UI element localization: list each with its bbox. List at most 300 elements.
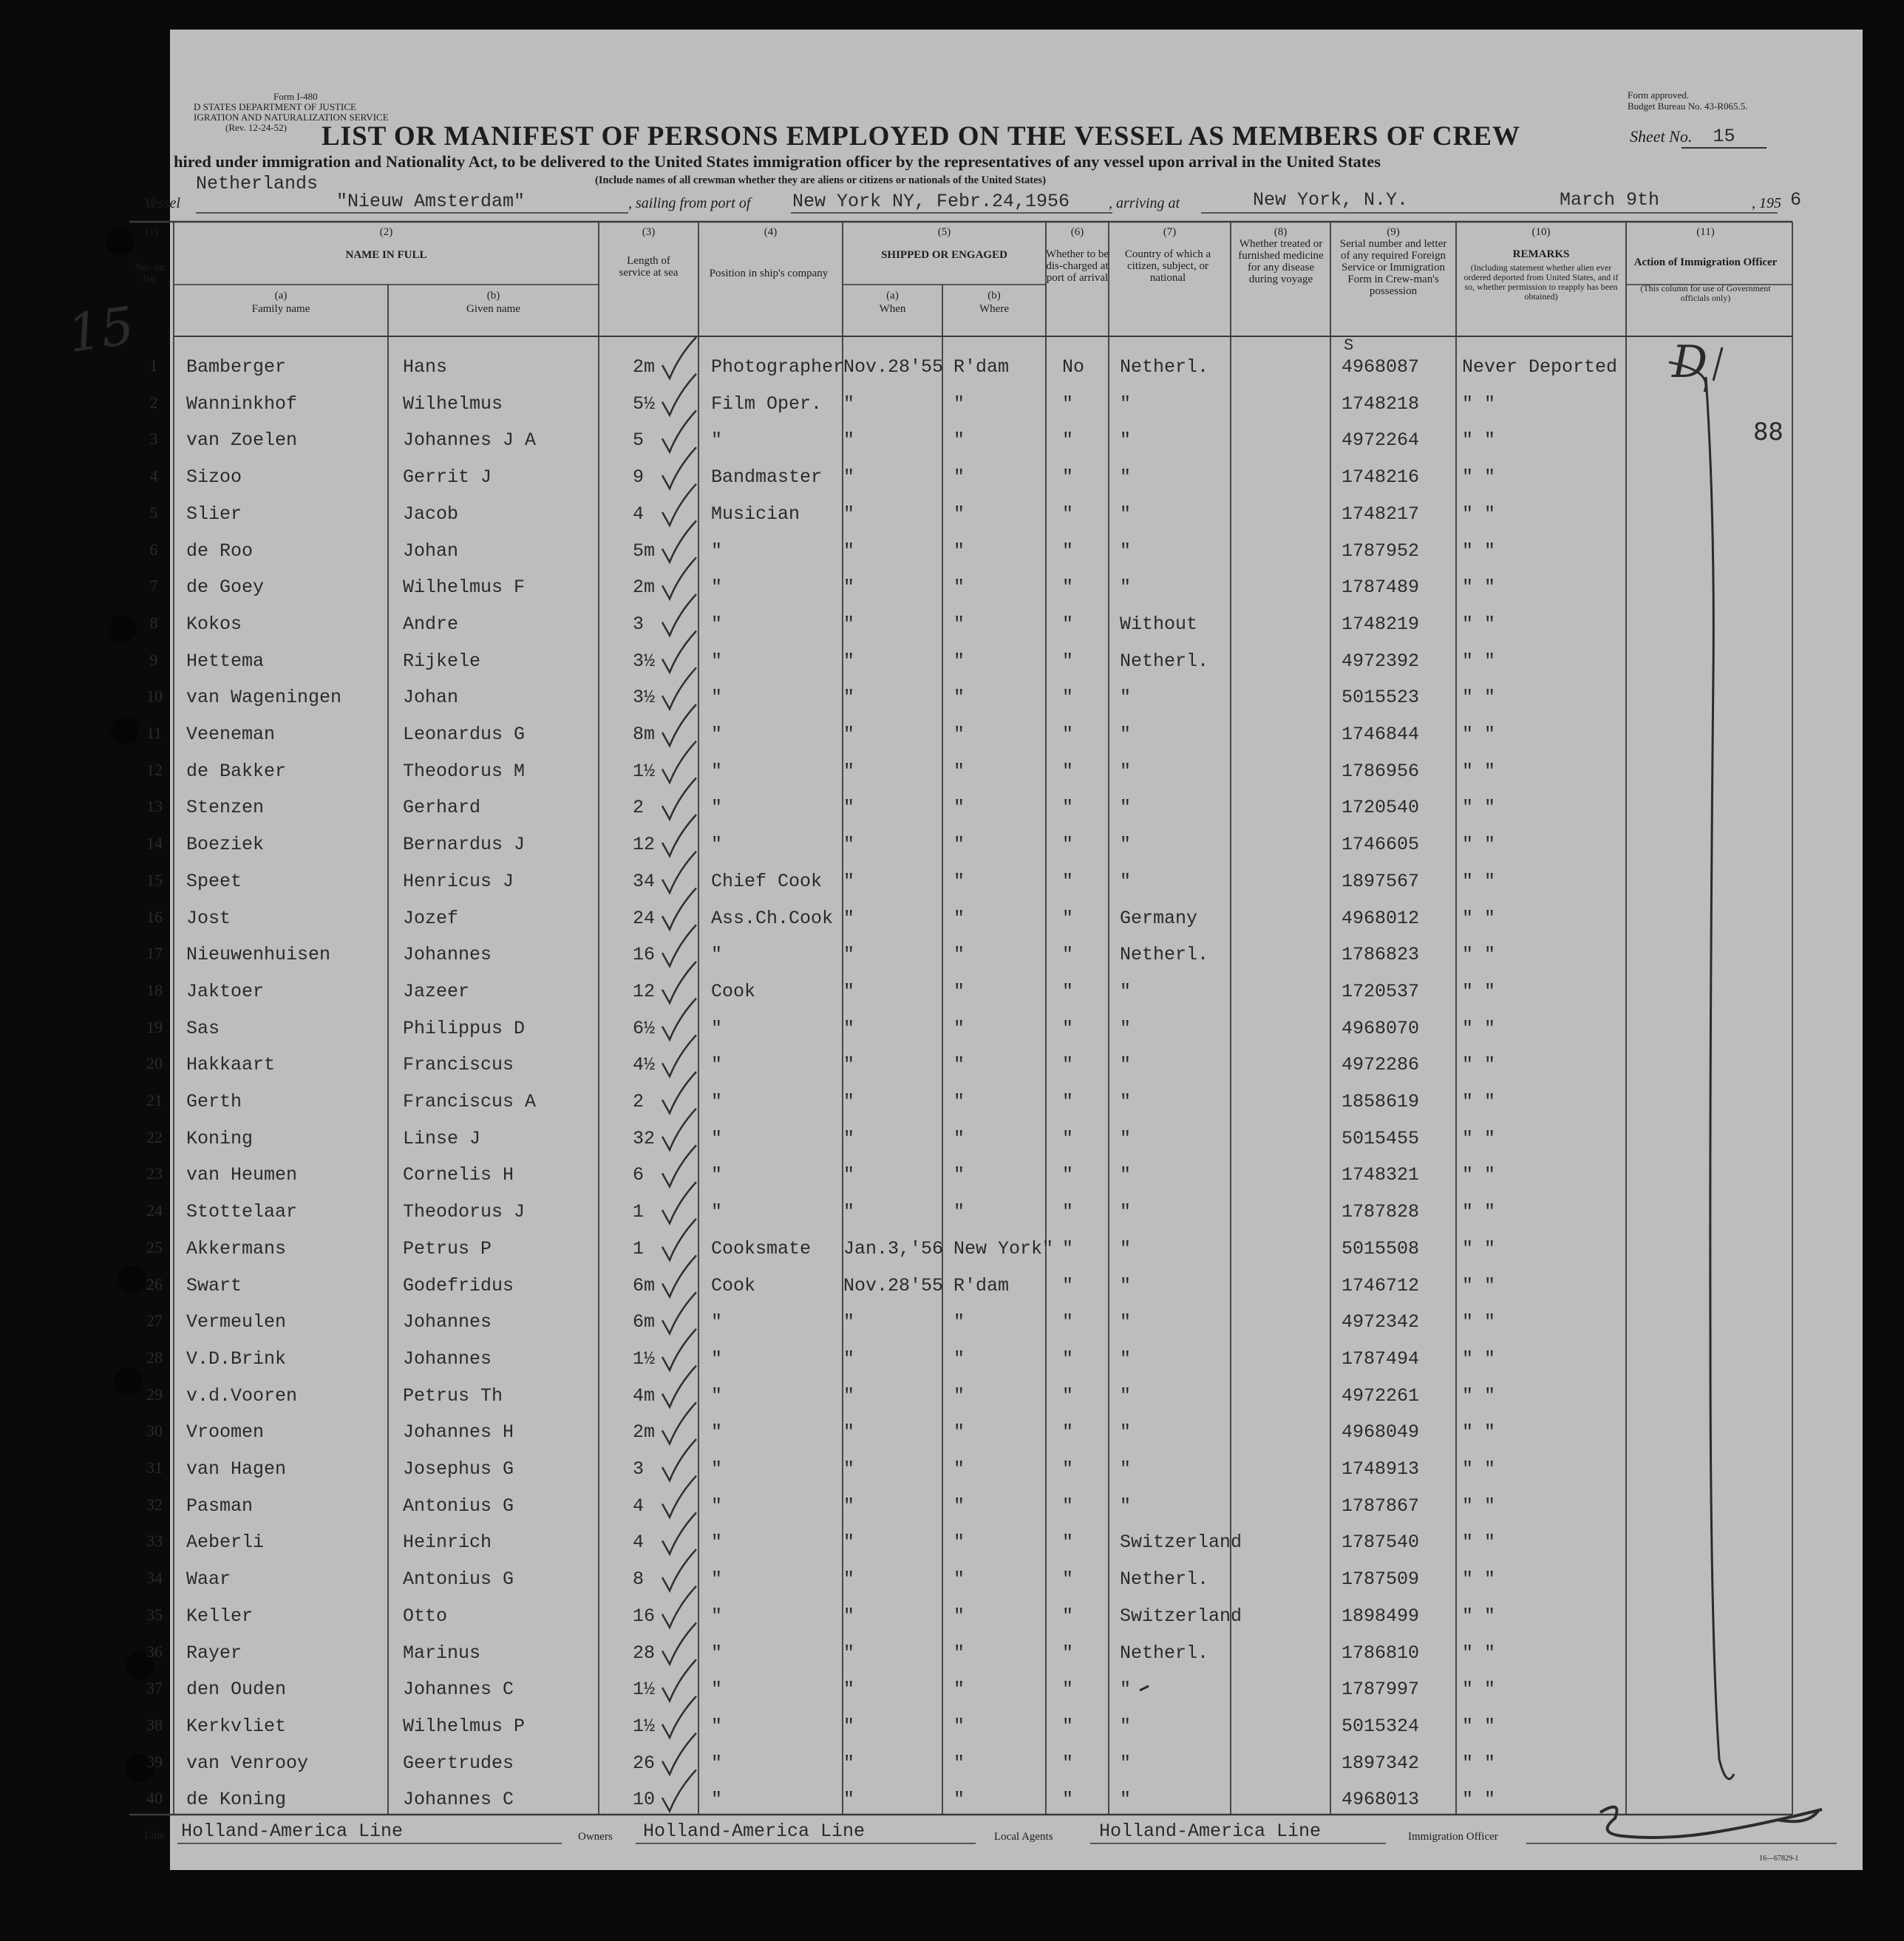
cell-remarks: " " bbox=[1462, 577, 1496, 599]
cell-discharge: " bbox=[1062, 613, 1074, 635]
cell-given: Johannes bbox=[403, 1347, 492, 1370]
cell-given: Johannes bbox=[403, 944, 492, 966]
cell-discharge: " bbox=[1062, 870, 1074, 892]
cell-discharge: No bbox=[1062, 356, 1085, 378]
cell-serial: 5015324 bbox=[1342, 1715, 1420, 1737]
cell-family: Bamberger bbox=[186, 356, 287, 378]
cell-remarks: " " bbox=[1462, 907, 1496, 929]
cell-where: " bbox=[953, 1752, 965, 1774]
cell-given: Franciscus A bbox=[403, 1091, 537, 1112]
cell-serial: 1897342 bbox=[1342, 1752, 1420, 1774]
cell-given: Wilhelmus bbox=[403, 392, 503, 415]
cell-remarks: " " bbox=[1462, 613, 1496, 635]
cell-country: Without bbox=[1120, 613, 1198, 635]
cell-family: Jaktoer bbox=[186, 980, 265, 1002]
cell-service: 1½ bbox=[633, 760, 656, 782]
cell-position: " bbox=[711, 724, 723, 745]
cell-remarks: " " bbox=[1462, 1384, 1496, 1407]
cell-position: " bbox=[711, 834, 723, 856]
cell-position: Musician bbox=[711, 503, 800, 525]
margin-sheet-note: 15 bbox=[64, 295, 138, 364]
cell-given: Antonius G bbox=[403, 1495, 514, 1517]
cell-given: Godefridus bbox=[403, 1274, 514, 1296]
agents-label: Local Agents bbox=[994, 1831, 1053, 1843]
cell-no: 28 bbox=[146, 1347, 163, 1367]
cell-discharge: " bbox=[1062, 834, 1074, 856]
cell-serial: 4968070 bbox=[1342, 1017, 1420, 1039]
cell-given: Otto bbox=[403, 1605, 448, 1627]
cell-given: Johannes bbox=[403, 1311, 492, 1333]
cell-serial: 1748913 bbox=[1342, 1458, 1420, 1480]
cell-discharge: " bbox=[1062, 650, 1074, 672]
cell-where: " bbox=[953, 1054, 965, 1076]
cell-given: Rijkele bbox=[403, 650, 481, 672]
col-2b-header: Given name bbox=[466, 303, 520, 315]
sailing-from: New York NY, Febr.24,1956 bbox=[792, 191, 1070, 212]
cell-position: " bbox=[711, 1017, 723, 1039]
cell-country: " bbox=[1120, 1274, 1132, 1296]
cell-remarks: " " bbox=[1462, 1679, 1496, 1701]
cell-where: " bbox=[953, 1605, 965, 1627]
cell-no: 23 bbox=[146, 1164, 163, 1183]
cell-serial: 4972264 bbox=[1342, 429, 1420, 452]
form-revision: (Rev. 12-24-52) bbox=[225, 122, 287, 133]
cell-no: 2 bbox=[149, 392, 158, 412]
cell-where: " bbox=[953, 429, 965, 452]
cell-position: " bbox=[711, 1679, 723, 1701]
cell-no: 15 bbox=[146, 870, 163, 889]
cell-service: 4 bbox=[633, 503, 645, 525]
cell-remarks: " " bbox=[1462, 392, 1496, 415]
cell-given: Johannes J A bbox=[403, 429, 537, 452]
cell-family: de Goey bbox=[186, 577, 265, 599]
cell-position: " bbox=[711, 1568, 723, 1591]
cell-where: " bbox=[953, 1679, 965, 1701]
cell-country: " bbox=[1120, 980, 1132, 1002]
cell-country: " bbox=[1120, 1201, 1132, 1223]
cell-where: R'dam bbox=[953, 1274, 1010, 1296]
cell-family: Slier bbox=[186, 503, 242, 525]
cell-position: " bbox=[711, 1421, 723, 1444]
cell-service: 6m bbox=[633, 1274, 656, 1296]
cell-no: 30 bbox=[146, 1421, 163, 1441]
cell-country: " bbox=[1120, 1127, 1132, 1149]
cell-country: " bbox=[1120, 1091, 1132, 1112]
cell-discharge: " bbox=[1062, 503, 1074, 525]
department: D STATES DEPARTMENT OF JUSTICE bbox=[194, 101, 356, 112]
cell-position: " bbox=[711, 1642, 723, 1664]
cell-remarks: " " bbox=[1462, 797, 1496, 819]
col-9-number: (9) bbox=[1387, 226, 1400, 238]
officer-signature bbox=[1600, 1807, 1822, 1838]
owners-value: Holland-America Line bbox=[643, 1821, 866, 1842]
cell-remarks: " " bbox=[1462, 1274, 1496, 1296]
cell-when: " bbox=[843, 1017, 855, 1039]
cell-serial: 4968049 bbox=[1342, 1421, 1420, 1444]
cell-service: 16 bbox=[633, 1605, 656, 1627]
cell-family: van Wageningen bbox=[186, 687, 342, 709]
cell-no: 9 bbox=[149, 650, 158, 669]
col-3-header: Length of service at sea bbox=[619, 255, 679, 279]
cell-family: van Zoelen bbox=[186, 429, 298, 452]
cell-where: " bbox=[953, 687, 965, 709]
cell-discharge: " bbox=[1062, 1201, 1074, 1223]
cell-no: 11 bbox=[146, 724, 163, 742]
cell-serial: 1898499 bbox=[1342, 1605, 1420, 1627]
cell-when: " bbox=[843, 1458, 855, 1480]
cell-remarks: " " bbox=[1462, 1421, 1496, 1444]
cell-family: van Heumen bbox=[186, 1164, 298, 1186]
cell-remarks: " " bbox=[1462, 1201, 1496, 1223]
cell-discharge: " bbox=[1062, 1532, 1074, 1554]
cell-country: " bbox=[1120, 1679, 1132, 1701]
cell-family: V.D.Brink bbox=[186, 1347, 287, 1370]
cell-serial: 1787867 bbox=[1342, 1495, 1420, 1517]
form-approved: Form approved. bbox=[1628, 89, 1690, 101]
cell-service: 12 bbox=[633, 980, 656, 1002]
cell-discharge: " bbox=[1062, 1752, 1074, 1774]
cell-family: van Venrooy bbox=[186, 1752, 309, 1774]
cell-country: " bbox=[1120, 687, 1132, 709]
cell-country: " bbox=[1120, 1715, 1132, 1737]
cell-remarks: " " bbox=[1462, 540, 1496, 562]
cell-remarks: " " bbox=[1462, 466, 1496, 489]
cell-position: " bbox=[711, 650, 723, 672]
cell-discharge: " bbox=[1062, 1789, 1074, 1811]
cell-remarks: " " bbox=[1462, 1347, 1496, 1370]
line-label: Line bbox=[144, 1829, 165, 1841]
cell-where: New York" bbox=[953, 1237, 1054, 1260]
cell-country: " bbox=[1120, 1789, 1132, 1811]
sailing-label: , sailing from port of bbox=[628, 195, 751, 211]
cell-position: Film Oper. bbox=[711, 392, 823, 415]
cell-remarks: " " bbox=[1462, 1789, 1496, 1811]
cell-no: 13 bbox=[146, 797, 163, 816]
budget-number: Budget Bureau No. 43-R065.5. bbox=[1628, 101, 1748, 112]
official-count: 88 bbox=[1753, 418, 1784, 446]
cell-when: " bbox=[843, 1421, 855, 1444]
cell-given: Leonardus G bbox=[403, 724, 526, 745]
cell-when: " bbox=[843, 1091, 855, 1112]
cell-country: " bbox=[1120, 797, 1132, 819]
cell-no: 6 bbox=[149, 540, 158, 559]
cell-family: van Hagen bbox=[186, 1458, 287, 1480]
cell-country: " bbox=[1120, 392, 1132, 415]
cell-where: " bbox=[953, 1642, 965, 1664]
cell-serial: 4968012 bbox=[1342, 907, 1420, 929]
cell-given: Theodorus M bbox=[403, 760, 526, 782]
cell-family: Kerkvliet bbox=[186, 1715, 287, 1737]
cell-position: " bbox=[711, 1311, 723, 1333]
cell-family: Wanninkhof bbox=[186, 392, 298, 415]
cell-when: " bbox=[843, 907, 855, 929]
col-10-header: REMARKS bbox=[1512, 248, 1570, 260]
cell-given: Petrus Th bbox=[403, 1384, 503, 1407]
cell-given: Johannes C bbox=[403, 1789, 514, 1811]
cell-remarks: " " bbox=[1462, 980, 1496, 1002]
cell-country: " bbox=[1120, 1017, 1132, 1039]
cell-discharge: " bbox=[1062, 429, 1074, 452]
cell-service: 10 bbox=[633, 1789, 656, 1811]
cell-discharge: " bbox=[1062, 944, 1074, 966]
cell-family: Koning bbox=[186, 1127, 254, 1149]
cell-service: 28 bbox=[633, 1642, 656, 1664]
cell-service: 6 bbox=[633, 1164, 645, 1186]
cell-where: " bbox=[953, 1017, 965, 1039]
cell-service: 5 bbox=[633, 429, 645, 452]
col-2a-header: Family name bbox=[251, 303, 310, 315]
cell-when: Nov.28'55 bbox=[843, 356, 944, 378]
cell-given: Wilhelmus P bbox=[403, 1715, 526, 1737]
cell-serial: 1787489 bbox=[1342, 577, 1420, 599]
vessel-flag: Netherlands bbox=[196, 173, 319, 194]
cell-service: 2 bbox=[633, 797, 645, 819]
col-2-number: (2) bbox=[379, 226, 393, 238]
cell-where: " bbox=[953, 1164, 965, 1186]
cell-country: " bbox=[1120, 1752, 1132, 1774]
cell-service: 2m bbox=[633, 356, 656, 378]
cell-serial: 4968013 bbox=[1342, 1789, 1420, 1811]
cell-family: de Koning bbox=[186, 1789, 287, 1811]
cell-discharge: " bbox=[1062, 1127, 1074, 1149]
cell-country: " bbox=[1120, 540, 1132, 562]
col-8-number: (8) bbox=[1274, 226, 1288, 238]
year-digit: 6 bbox=[1790, 189, 1802, 211]
cell-country: " bbox=[1120, 1054, 1132, 1076]
cell-where: " bbox=[953, 870, 965, 892]
cell-family: Jost bbox=[186, 907, 231, 929]
serial-prefix: S bbox=[1344, 336, 1354, 355]
cell-no: 27 bbox=[146, 1311, 163, 1330]
cell-given: Jacob bbox=[403, 503, 459, 525]
cell-discharge: " bbox=[1062, 540, 1074, 562]
cell-remarks: " " bbox=[1462, 944, 1496, 966]
cell-no: 40 bbox=[146, 1789, 163, 1808]
cell-family: Hettema bbox=[186, 650, 265, 672]
officer-label: Immigration Officer bbox=[1408, 1831, 1498, 1843]
cell-no: 8 bbox=[149, 613, 158, 632]
cell-family: Gerth bbox=[186, 1091, 242, 1112]
cell-position: Ass.Ch.Cook bbox=[711, 907, 834, 929]
cell-given: Johan bbox=[403, 540, 459, 562]
cell-remarks: " " bbox=[1462, 1164, 1496, 1186]
cell-remarks: " " bbox=[1462, 650, 1496, 672]
cell-no: 20 bbox=[146, 1054, 163, 1073]
cell-serial: 1858619 bbox=[1342, 1091, 1420, 1112]
cell-country: " bbox=[1120, 1311, 1132, 1333]
col-7-number: (7) bbox=[1163, 226, 1177, 238]
cell-country: " bbox=[1120, 1384, 1132, 1407]
cell-family: Vroomen bbox=[186, 1421, 265, 1444]
cell-country: " bbox=[1120, 577, 1132, 599]
cell-when: " bbox=[843, 1201, 855, 1223]
cell-where: " bbox=[953, 1458, 965, 1480]
cell-when: " bbox=[843, 1642, 855, 1664]
col-3-number: (3) bbox=[642, 226, 656, 238]
subtitle: hired under immigration and Nationality Act, to be delivered to the United States immigration officer by the representatives of any vessel upon arrival in the United States bbox=[174, 152, 1381, 171]
cell-country: Switzerland bbox=[1120, 1532, 1242, 1554]
cell-position: " bbox=[711, 540, 723, 562]
cell-country: " bbox=[1120, 1237, 1132, 1260]
cell-when: " bbox=[843, 1568, 855, 1591]
cell-no: 7 bbox=[149, 577, 158, 596]
cell-country: " bbox=[1120, 466, 1132, 489]
cell-discharge: " bbox=[1062, 1164, 1074, 1186]
cell-when: " bbox=[843, 650, 855, 672]
cell-discharge: " bbox=[1062, 724, 1074, 745]
cell-when: " bbox=[843, 1532, 855, 1554]
cell-discharge: " bbox=[1062, 577, 1074, 599]
col-9-header: Serial number and letter of any required Foreign Service or Immigration Form in Crew-man's possession bbox=[1339, 238, 1447, 297]
cell-service: 4m bbox=[633, 1384, 656, 1407]
cell-position: " bbox=[711, 944, 723, 966]
col-5b-number: (b) bbox=[987, 290, 1001, 302]
col-5a-header: When bbox=[879, 303, 906, 315]
cell-where: " bbox=[953, 503, 965, 525]
cell-when: " bbox=[843, 797, 855, 819]
sheet-label: Sheet No. bbox=[1630, 127, 1693, 146]
vessel-name: "Nieuw Amsterdam" bbox=[336, 191, 526, 212]
cell-where: " bbox=[953, 613, 965, 635]
cell-serial: 1720540 bbox=[1342, 797, 1420, 819]
cell-when: " bbox=[843, 687, 855, 709]
cell-no: 12 bbox=[146, 760, 163, 779]
cell-serial: 1746844 bbox=[1342, 724, 1420, 745]
cell-where: " bbox=[953, 944, 965, 966]
cell-position: " bbox=[711, 1091, 723, 1112]
cell-given: Wilhelmus F bbox=[403, 577, 526, 599]
cell-family: v.d.Vooren bbox=[186, 1384, 298, 1407]
cell-no: 3 bbox=[149, 429, 158, 449]
cell-serial: 5015523 bbox=[1342, 687, 1420, 709]
cell-given: Johan bbox=[403, 687, 459, 709]
cell-family: Aeberli bbox=[186, 1532, 265, 1554]
cell-remarks: " " bbox=[1462, 1495, 1496, 1517]
cell-service: 9 bbox=[633, 466, 645, 489]
cell-discharge: " bbox=[1062, 760, 1074, 782]
cell-position: " bbox=[711, 1715, 723, 1737]
col-4-number: (4) bbox=[764, 226, 778, 238]
col-1-header: No. on list bbox=[135, 262, 165, 285]
cell-country: Netherl. bbox=[1120, 944, 1209, 966]
col-5a-number: (a) bbox=[886, 290, 899, 302]
cell-service: 1½ bbox=[633, 1679, 656, 1701]
cell-when: " bbox=[843, 1127, 855, 1149]
cell-given: Petrus P bbox=[403, 1237, 492, 1260]
cell-no: 5 bbox=[149, 503, 158, 522]
cell-family: Sas bbox=[186, 1017, 220, 1039]
cell-remarks: " " bbox=[1462, 1458, 1496, 1480]
arrival-date: March 9th bbox=[1560, 189, 1660, 211]
cell-remarks: " " bbox=[1462, 1237, 1496, 1260]
col-6-header: Whether to be dis-charged at port of arrival bbox=[1046, 248, 1109, 284]
cell-discharge: " bbox=[1062, 980, 1074, 1002]
cell-family: Speet bbox=[186, 870, 242, 892]
cell-given: Gerhard bbox=[403, 797, 481, 819]
cell-service: 1 bbox=[633, 1201, 645, 1223]
cell-given: Gerrit J bbox=[403, 466, 492, 489]
col-5-header: SHIPPED OR ENGAGED bbox=[881, 249, 1007, 261]
sheet-number: 15 bbox=[1713, 126, 1735, 147]
cell-when: " bbox=[843, 1752, 855, 1774]
cell-service: 8m bbox=[633, 724, 656, 745]
cell-where: " bbox=[953, 1532, 965, 1554]
row-dash-mark bbox=[1140, 1686, 1149, 1690]
cell-when: Jan.3,'56 bbox=[843, 1237, 944, 1260]
cell-service: 32 bbox=[633, 1127, 656, 1149]
cell-family: Rayer bbox=[186, 1642, 242, 1664]
cell-remarks: " " bbox=[1462, 503, 1496, 525]
cell-discharge: " bbox=[1062, 797, 1074, 819]
cell-position: " bbox=[711, 1384, 723, 1407]
cell-position: " bbox=[711, 613, 723, 635]
col-11-note: (This column for use of Government officials only) bbox=[1640, 283, 1771, 303]
cell-position: Cook bbox=[711, 1274, 756, 1296]
cell-country: Switzerland bbox=[1120, 1605, 1242, 1627]
cell-remarks: " " bbox=[1462, 870, 1496, 892]
cell-service: 24 bbox=[633, 907, 656, 929]
cell-remarks: " " bbox=[1462, 1752, 1496, 1774]
cell-serial: 1897567 bbox=[1342, 870, 1420, 892]
cell-discharge: " bbox=[1062, 1605, 1074, 1627]
cell-position: " bbox=[711, 687, 723, 709]
cell-serial: 1787509 bbox=[1342, 1568, 1420, 1591]
cell-remarks: " " bbox=[1462, 724, 1496, 745]
cell-when: " bbox=[843, 1347, 855, 1370]
cell-country: Netherl. bbox=[1120, 650, 1209, 672]
cell-service: 6m bbox=[633, 1311, 656, 1333]
cell-service: 2m bbox=[633, 1421, 656, 1444]
print-code: 16—67829-1 bbox=[1759, 1855, 1799, 1863]
cell-position: " bbox=[711, 797, 723, 819]
cell-discharge: " bbox=[1062, 1458, 1074, 1480]
cell-given: Cornelis H bbox=[403, 1164, 514, 1186]
cell-where: R'dam bbox=[953, 356, 1010, 378]
cell-country: " bbox=[1120, 834, 1132, 856]
cell-serial: 1786823 bbox=[1342, 944, 1420, 966]
cell-country: " bbox=[1120, 1421, 1132, 1444]
cell-service: 16 bbox=[633, 944, 656, 966]
col-2-header: NAME IN FULL bbox=[345, 249, 427, 261]
cell-remarks: " " bbox=[1462, 1605, 1496, 1627]
cell-discharge: " bbox=[1062, 392, 1074, 415]
cell-service: 2 bbox=[633, 1091, 645, 1112]
cell-serial: 1787828 bbox=[1342, 1201, 1420, 1223]
cell-given: Josephus G bbox=[403, 1458, 514, 1480]
cell-no: 4 bbox=[149, 466, 158, 486]
cell-country: " bbox=[1120, 1164, 1132, 1186]
cell-position: " bbox=[711, 1127, 723, 1149]
cell-service: 4½ bbox=[633, 1054, 656, 1076]
cell-serial: 1746712 bbox=[1342, 1274, 1420, 1296]
cell-position: Photographer bbox=[711, 356, 845, 378]
cell-when: " bbox=[843, 466, 855, 489]
cell-service: 1½ bbox=[633, 1715, 656, 1737]
cell-service: 12 bbox=[633, 834, 656, 856]
cell-position: " bbox=[711, 429, 723, 452]
cell-family: Stenzen bbox=[186, 797, 265, 819]
cell-when: " bbox=[843, 1715, 855, 1737]
cell-where: " bbox=[953, 650, 965, 672]
cell-no: 14 bbox=[146, 834, 163, 853]
cell-position: " bbox=[711, 1532, 723, 1554]
cell-no: 22 bbox=[146, 1127, 163, 1146]
cell-service: 3½ bbox=[633, 687, 656, 709]
col-10-number: (10) bbox=[1531, 226, 1551, 238]
cell-remarks: " " bbox=[1462, 1127, 1496, 1149]
cell-discharge: " bbox=[1062, 1237, 1074, 1260]
cell-discharge: " bbox=[1062, 1679, 1074, 1701]
